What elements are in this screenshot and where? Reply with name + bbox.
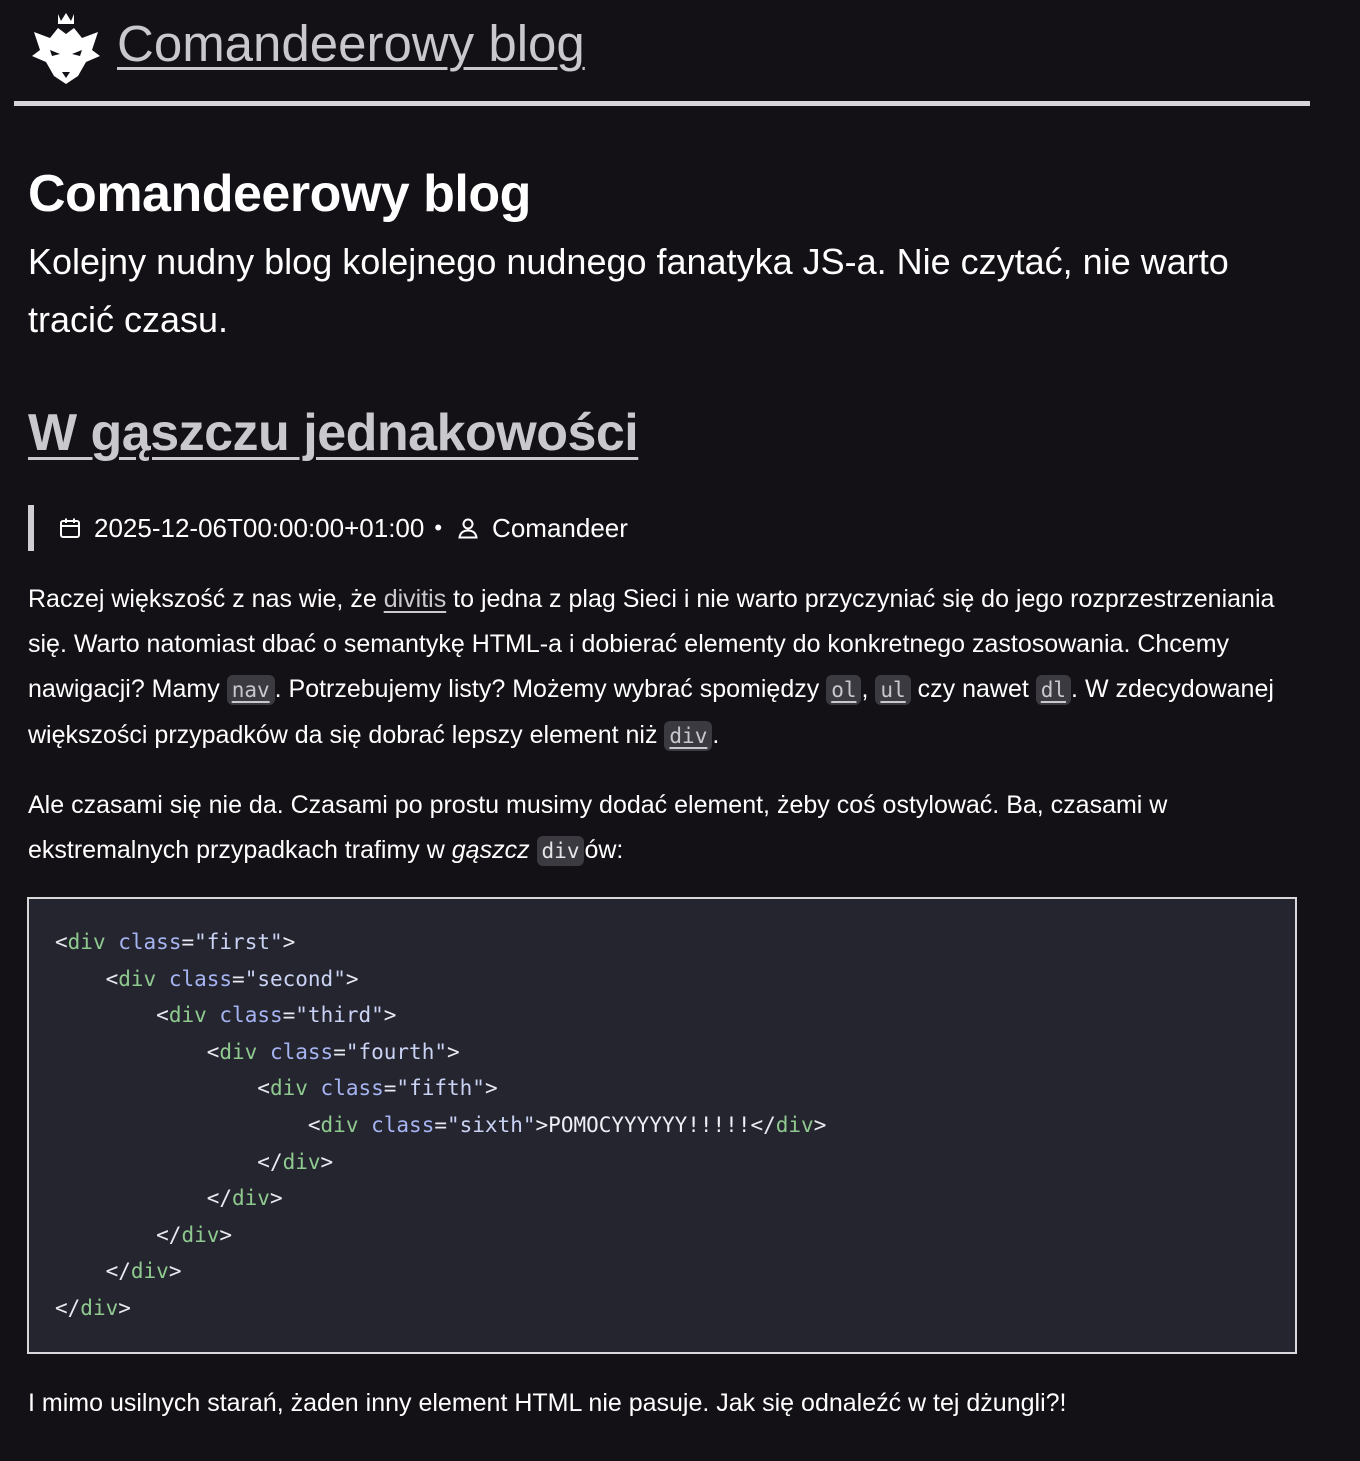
code-token: class bbox=[118, 930, 182, 954]
code-token: = bbox=[181, 930, 195, 954]
code-token: </ bbox=[750, 1112, 776, 1137]
site-home-link[interactable]: Comandeerowy blog bbox=[117, 15, 585, 72]
calendar-icon bbox=[58, 516, 82, 540]
post-date: 2025-12-06T00:00:00+01:00 bbox=[94, 512, 425, 543]
code-token: > bbox=[813, 1112, 827, 1137]
code-line bbox=[55, 1076, 498, 1100]
fox-crown-logo[interactable] bbox=[28, 10, 104, 86]
code-token: = bbox=[434, 1112, 447, 1137]
code-line bbox=[55, 1259, 181, 1283]
code-token: "first" bbox=[194, 930, 283, 954]
code-token: > bbox=[118, 1295, 131, 1320]
code-token: </ bbox=[156, 1222, 182, 1247]
text-span: Ale czasami się nie da. Czasami po prostu musimy dodać element, żeby coś ostylować. Ba, czasami w ekstremalnych przypadkach trafimy w bbox=[28, 791, 1168, 864]
code-token: = bbox=[383, 1076, 397, 1101]
code-nav-link[interactable]: nav bbox=[227, 675, 275, 705]
code-line bbox=[55, 930, 295, 954]
blog-title: Comandeerowy blog bbox=[28, 165, 531, 223]
text-span: . bbox=[712, 721, 720, 749]
text-span bbox=[530, 836, 537, 864]
code-token: = bbox=[232, 966, 245, 991]
text-span: to jedna z plag Sieci i nie warto przyczyniać się do jego rozprzestrzeniania się. Warto natomiast dbać o semantykę HTML-a i dobierać elementy do konkretnego zastosowania. Chcemy nawigacji? Mamy bbox=[28, 585, 1275, 703]
code-token: </ bbox=[105, 1259, 131, 1284]
code-token: </ bbox=[257, 1149, 283, 1174]
code-token: div bbox=[181, 1222, 220, 1247]
text-span: . Potrzebujemy listy? Możemy wybrać spomiędzy bbox=[274, 675, 827, 703]
code-token: < bbox=[257, 1076, 270, 1101]
code-line bbox=[55, 967, 359, 991]
code-token: "fifth" bbox=[396, 1076, 485, 1101]
code-token: "third" bbox=[295, 1003, 384, 1028]
code-token: "fourth" bbox=[345, 1039, 447, 1064]
text-span: . W zdecydowanej większości przypadków da się dobrać lepszy element niż bbox=[28, 675, 1274, 749]
code-token: > bbox=[219, 1222, 233, 1247]
code-div: div bbox=[537, 836, 585, 866]
code-token: > bbox=[320, 1149, 334, 1174]
meta-separator: • bbox=[434, 515, 443, 540]
code-token: class bbox=[269, 1039, 334, 1064]
text-span: Raczej większość z nas wie, że bbox=[28, 585, 384, 613]
code-line bbox=[55, 1296, 131, 1320]
paragraph-conclusion: I mimo usilnych starań, żaden inny element HTML nie pasuje. Jak się odnaleźć w tej dżungli?! bbox=[28, 1389, 1067, 1417]
code-token: > bbox=[345, 966, 359, 991]
code-token: div bbox=[269, 1076, 308, 1101]
code-line bbox=[55, 1040, 460, 1064]
code-token: > bbox=[383, 1003, 397, 1028]
code-token: > bbox=[484, 1076, 498, 1101]
code-content bbox=[55, 924, 1269, 1327]
code-token: div bbox=[282, 1149, 321, 1174]
code-token: < bbox=[105, 966, 119, 991]
code-token: </ bbox=[55, 1295, 81, 1320]
code-token: div bbox=[130, 1259, 169, 1284]
code-token: < bbox=[156, 1003, 169, 1028]
code-token: < bbox=[55, 930, 68, 954]
code-token: > bbox=[269, 1186, 283, 1211]
code-ol-link[interactable]: ol bbox=[826, 675, 861, 705]
text-span: ów: bbox=[584, 836, 624, 864]
code-dl-link[interactable]: dl bbox=[1036, 675, 1071, 705]
code-token: = bbox=[333, 1039, 346, 1064]
code-ul-link[interactable]: ul bbox=[875, 675, 910, 705]
paragraph-intro bbox=[28, 577, 1298, 759]
blog-description: Kolejny nudny blog kolejnego nudnego fanatyka JS-a. Nie czytać, nie warto tracić czasu. bbox=[28, 241, 1229, 340]
code-line bbox=[55, 1150, 333, 1174]
code-token: = bbox=[282, 1003, 296, 1028]
emphasis: gąszcz bbox=[451, 836, 530, 864]
code-line bbox=[55, 1186, 283, 1210]
code-token: </ bbox=[206, 1186, 233, 1211]
code-token: div bbox=[118, 966, 157, 991]
code-line bbox=[55, 1003, 396, 1027]
text-span: , bbox=[861, 675, 876, 703]
code-token: "second" bbox=[244, 966, 346, 991]
code-block bbox=[27, 897, 1297, 1354]
post-author: Comandeer bbox=[492, 512, 628, 543]
site-header bbox=[14, 0, 1310, 106]
code-token: div bbox=[67, 930, 106, 954]
code-token: "sixth" bbox=[447, 1112, 536, 1137]
code-token: POMOCYYYYYY!!!!! bbox=[548, 1112, 751, 1137]
code-token: > bbox=[447, 1039, 460, 1064]
code-token: class bbox=[371, 1112, 435, 1137]
code-token: class bbox=[320, 1076, 384, 1101]
code-line bbox=[55, 1113, 826, 1137]
user-icon bbox=[456, 516, 480, 540]
code-token: < bbox=[206, 1039, 220, 1064]
code-token: div bbox=[775, 1112, 814, 1137]
code-token: div bbox=[232, 1186, 270, 1211]
code-token: class bbox=[168, 966, 233, 991]
code-token: div bbox=[168, 1003, 207, 1028]
code-token: div bbox=[320, 1112, 359, 1137]
code-token: < bbox=[307, 1112, 321, 1137]
code-token: div bbox=[80, 1295, 119, 1320]
code-token: div bbox=[219, 1039, 258, 1064]
code-div-link[interactable]: div bbox=[664, 721, 712, 751]
code-token: > bbox=[168, 1259, 182, 1284]
code-token: > bbox=[535, 1112, 549, 1137]
post-title-link[interactable]: W gąszczu jednakowości bbox=[28, 404, 639, 462]
text-span: czy nawet bbox=[910, 675, 1036, 703]
post-meta bbox=[28, 505, 628, 551]
code-line bbox=[55, 1223, 232, 1247]
divitis-link[interactable]: divitis bbox=[383, 585, 447, 613]
code-token: class bbox=[219, 1003, 283, 1028]
paragraph-div-jungle bbox=[28, 783, 1298, 874]
code-token: > bbox=[282, 930, 296, 954]
